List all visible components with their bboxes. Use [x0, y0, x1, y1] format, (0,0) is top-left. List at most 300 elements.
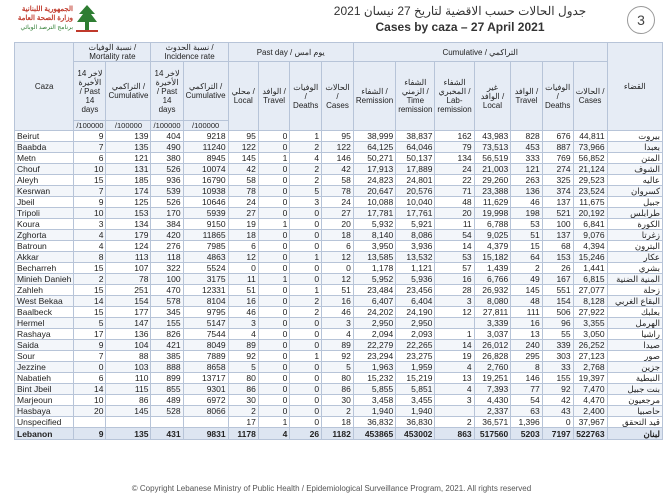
cell-ar: جزين — [607, 362, 662, 373]
cell-pd: 1 — [290, 252, 322, 263]
cell-ar: بيروت — [607, 131, 662, 142]
cell-ic: 13717 — [183, 373, 228, 384]
cell-m14: 10 — [74, 208, 106, 219]
group-mortality: نسبة الوفيات / Mortality rate — [74, 43, 151, 62]
table-row — [15, 208, 663, 219]
cell-pc: 12 — [322, 274, 354, 285]
cell-cd: 100 — [542, 219, 573, 230]
cell-trem: 3,455 — [396, 395, 435, 406]
cell-rem: 15,232 — [353, 373, 395, 384]
logo-line-republic: الجمهورية اللبنانية — [21, 6, 73, 13]
cell-ct: 295 — [511, 351, 542, 362]
cell-i14: 384 — [151, 219, 183, 230]
cell-lrem: 162 — [435, 131, 474, 142]
page-number-badge: 3 — [627, 6, 655, 34]
cell-lrem: 3 — [435, 395, 474, 406]
col-c-cases: الحالات / Cases — [573, 62, 607, 131]
cell-pc: 5 — [322, 362, 354, 373]
cell-rem: 24,202 — [353, 307, 395, 318]
cell-trem: 2,093 — [396, 329, 435, 340]
cell-mc: 86 — [106, 395, 151, 406]
cell-caza: Hasbaya — [15, 406, 74, 417]
cell-i14: 526 — [151, 197, 183, 208]
cell-trem: 24,801 — [396, 175, 435, 186]
cell-ct: 49 — [511, 274, 542, 285]
cell-pt: 1 — [258, 274, 289, 285]
table-row — [15, 406, 663, 417]
cell-lrem: 12 — [435, 307, 474, 318]
cell-m14: 9 — [74, 197, 106, 208]
cell-ic: 7544 — [183, 329, 228, 340]
cell-pd: 0 — [290, 340, 322, 351]
table-row — [15, 329, 663, 340]
cell-i14: 526 — [151, 164, 183, 175]
cell-i14: 490 — [151, 142, 183, 153]
cell-pt: 0 — [258, 175, 289, 186]
cell-cc: 29,523 — [573, 175, 607, 186]
cell-cc: 4,394 — [573, 241, 607, 252]
cell-trem: 5,851 — [396, 384, 435, 395]
cell-ar: بعلبك — [607, 307, 662, 318]
page-title: Cases by caza – 27 April 2021 — [375, 20, 545, 34]
cell-m14: 15 — [74, 263, 106, 274]
cell-trem: 1,959 — [396, 362, 435, 373]
logo-line-program: برنامج الترصد الوبائي — [20, 25, 73, 31]
cell-cl: 1,439 — [474, 263, 511, 274]
cell-cd: 506 — [542, 307, 573, 318]
cell-pd: 0 — [290, 208, 322, 219]
cell-lrem: 4 — [435, 384, 474, 395]
table-row — [15, 197, 663, 208]
table-row — [15, 241, 663, 252]
cell-i14: 888 — [151, 362, 183, 373]
cell-lrem: 16 — [435, 274, 474, 285]
cell-m14: 9 — [74, 428, 106, 440]
cell-pc: 58 — [322, 175, 354, 186]
cell-ic: 10074 — [183, 164, 228, 175]
cell-cc: 6,841 — [573, 219, 607, 230]
cell-cc: 2,768 — [573, 362, 607, 373]
copyright-footer: © Copyright Lebanese Ministry of Public Health / Epidemiological Surveillance Program, 2021. All rights reserved — [131, 484, 532, 493]
cell-cc: 11,675 — [573, 197, 607, 208]
cell-i14: 380 — [151, 153, 183, 164]
cell-caza: Becharreh — [15, 263, 74, 274]
cell-caza: Zghorta — [15, 230, 74, 241]
cell-cl: 15,182 — [474, 252, 511, 263]
cell-ct: 136 — [511, 186, 542, 197]
cell-m14: 8 — [74, 252, 106, 263]
cell-pc: 89 — [322, 340, 354, 351]
cell-i14: 385 — [151, 351, 183, 362]
col-pd-travel: الوافد / Travel — [258, 62, 289, 131]
cell-pc: 6 — [322, 241, 354, 252]
cell-pd: 26 — [290, 428, 322, 440]
cell-cd: 26 — [542, 263, 573, 274]
cell-pd: 0 — [290, 318, 322, 329]
cell-lrem: 28 — [435, 285, 474, 296]
cell-ic: 8658 — [183, 362, 228, 373]
cell-pd: 0 — [290, 219, 322, 230]
table-row — [15, 307, 663, 318]
cell-caza: Tripoli — [15, 208, 74, 219]
cell-pc: 122 — [322, 142, 354, 153]
cell-lrem: 48 — [435, 197, 474, 208]
cell-cc: 2,400 — [573, 406, 607, 417]
cell-i14: 528 — [151, 406, 183, 417]
cell-trem: 1,121 — [396, 263, 435, 274]
cell-ct: 263 — [511, 175, 542, 186]
unit-label: /100000 — [106, 121, 151, 131]
cell-caza: Marjeoun — [15, 395, 74, 406]
cell-rem: 1,178 — [353, 263, 395, 274]
cell-rem: 3,458 — [353, 395, 395, 406]
cell-i14: 431 — [151, 428, 183, 440]
cell-pt: 0 — [258, 384, 289, 395]
cell-pl: 6 — [228, 241, 258, 252]
cell-lrem: 1 — [435, 329, 474, 340]
col-caza: Caza — [15, 43, 74, 131]
cell-m14: 4 — [74, 230, 106, 241]
cell-trem: 2,950 — [396, 318, 435, 329]
cell-ct: 16 — [511, 318, 542, 329]
cell-pd: 4 — [290, 153, 322, 164]
cell-i14: 170 — [151, 208, 183, 219]
cell-mc: 177 — [106, 307, 151, 318]
cell-pd: 0 — [290, 362, 322, 373]
cell-trem: 23,456 — [396, 285, 435, 296]
cell-ar: جبيل — [607, 197, 662, 208]
cell-pt: 0 — [258, 373, 289, 384]
group-cumulative: Cumulative / التراكمي — [353, 43, 607, 62]
cell-ic: 10646 — [183, 197, 228, 208]
cell-caza: Lebanon — [15, 428, 74, 440]
cell-ic: 10938 — [183, 186, 228, 197]
cell-rem: 36,832 — [353, 417, 395, 428]
cell-i14: 421 — [151, 340, 183, 351]
cell-m14: 6 — [74, 153, 106, 164]
cell-cl: 7,393 — [474, 384, 511, 395]
cell-ic: 9150 — [183, 219, 228, 230]
cell-cd: 769 — [542, 153, 573, 164]
cell-m14: 6 — [74, 373, 106, 384]
cell-pl: 46 — [228, 307, 258, 318]
cell-ar: صيدا — [607, 340, 662, 351]
cell-pc: 30 — [322, 395, 354, 406]
cell-pd: 2 — [290, 296, 322, 307]
cell-pt: 0 — [258, 307, 289, 318]
cell-pd: 2 — [290, 307, 322, 318]
cell-caza: Chouf — [15, 164, 74, 175]
cell-ic: 9218 — [183, 131, 228, 142]
cell-pl: 19 — [228, 219, 258, 230]
cell-ar: البترون — [607, 241, 662, 252]
cell-ct: 5203 — [511, 428, 542, 440]
col-pd-cases: الحالات / Cases — [322, 62, 354, 131]
cell-pl: 122 — [228, 142, 258, 153]
cell-rem: 22,279 — [353, 340, 395, 351]
cell-lrem: 13 — [435, 373, 474, 384]
cell-pd: 2 — [290, 164, 322, 175]
cell-caza: Batroun — [15, 241, 74, 252]
cell-cl: 27,811 — [474, 307, 511, 318]
col-lab-remission: الشفاء المخبري / Lab-remission — [435, 62, 474, 131]
col-pd-deaths: الوفيات / Deaths — [290, 62, 322, 131]
col-remission: الشفاء / Remission — [353, 62, 395, 131]
cell-cl: 3,339 — [474, 318, 511, 329]
cell-ic: 8049 — [183, 340, 228, 351]
cell-cl: 8,080 — [474, 296, 511, 307]
cell-cd: 137 — [542, 230, 573, 241]
table-row — [15, 417, 663, 428]
cell-ct: 453 — [511, 142, 542, 153]
table-row — [15, 285, 663, 296]
table-body — [15, 131, 663, 440]
col-c-deaths: الوفيات / Deaths — [542, 62, 573, 131]
cell-caza: Nabatieh — [15, 373, 74, 384]
cell-ct: 63 — [511, 406, 542, 417]
cell-ar: المنية الضنية — [607, 274, 662, 285]
cell-pd: 0 — [290, 230, 322, 241]
cell-cc: 20,192 — [573, 208, 607, 219]
cell-pt: 0 — [258, 296, 289, 307]
cell-cl: 21,003 — [474, 164, 511, 175]
cell-lrem — [435, 318, 474, 329]
cell-m14: 9 — [74, 131, 106, 142]
cell-pc: 16 — [322, 296, 354, 307]
cell-pd: 0 — [290, 274, 322, 285]
cell-rem: 5,932 — [353, 219, 395, 230]
cell-ar: لبنان — [607, 428, 662, 440]
cell-m14: 14 — [74, 384, 106, 395]
cell-trem: 23,275 — [396, 351, 435, 362]
cell-pl: 51 — [228, 285, 258, 296]
cell-ic: 5524 — [183, 263, 228, 274]
cell-lrem: 71 — [435, 186, 474, 197]
cell-ct: 145 — [511, 285, 542, 296]
cases-by-caza-table — [14, 42, 663, 440]
cell-rem: 10,088 — [353, 197, 395, 208]
cell-mc: 251 — [106, 285, 151, 296]
cell-cc: 19,397 — [573, 373, 607, 384]
cell-pl: 2 — [228, 406, 258, 417]
cell-m14 — [74, 417, 106, 428]
cell-cd: 167 — [542, 274, 573, 285]
cell-cc: 73,966 — [573, 142, 607, 153]
cell-pt: 1 — [258, 219, 289, 230]
cell-pt: 0 — [258, 362, 289, 373]
cell-caza: Minieh Danieh — [15, 274, 74, 285]
cell-rem: 5,952 — [353, 274, 395, 285]
cell-i14: 276 — [151, 241, 183, 252]
cell-rem: 2,950 — [353, 318, 395, 329]
cell-pt: 0 — [258, 142, 289, 153]
cell-trem: 36,830 — [396, 417, 435, 428]
cell-cd: 274 — [542, 164, 573, 175]
cell-pl: 0 — [228, 263, 258, 274]
cell-ic: 4863 — [183, 252, 228, 263]
cell-i14: 118 — [151, 252, 183, 263]
cell-m14: 15 — [74, 175, 106, 186]
cell-pc: 18 — [322, 230, 354, 241]
cell-cl: 4,379 — [474, 241, 511, 252]
cell-trem: 64,046 — [396, 142, 435, 153]
cell-cl: 36,571 — [474, 417, 511, 428]
cell-lrem: 79 — [435, 142, 474, 153]
cell-rem: 1,963 — [353, 362, 395, 373]
cell-ct: 64 — [511, 252, 542, 263]
cell-i14: 539 — [151, 186, 183, 197]
cell-rem: 5,855 — [353, 384, 395, 395]
cell-caza: Sour — [15, 351, 74, 362]
cell-cd: 887 — [542, 142, 573, 153]
cell-pd: 0 — [290, 417, 322, 428]
cell-pd: 0 — [290, 373, 322, 384]
cell-ar: الشوف — [607, 164, 662, 175]
cell-pd: 0 — [290, 395, 322, 406]
cell-rem: 20,647 — [353, 186, 395, 197]
cell-ct: 54 — [511, 395, 542, 406]
cell-rem: 13,585 — [353, 252, 395, 263]
cell-pt: 0 — [258, 329, 289, 340]
cell-cd: 0 — [542, 417, 573, 428]
cell-cl: 26,932 — [474, 285, 511, 296]
cell-ar: كسروان — [607, 186, 662, 197]
cell-m14: 3 — [74, 219, 106, 230]
table-row — [15, 142, 663, 153]
unit-label: /100000 — [74, 121, 106, 131]
cell-pc: 86 — [322, 384, 354, 395]
table-row — [15, 263, 663, 274]
cell-ct: 51 — [511, 230, 542, 241]
cell-pd: 0 — [290, 406, 322, 417]
cell-ct: 8 — [511, 362, 542, 373]
cell-mc: 104 — [106, 340, 151, 351]
cell-pc: 78 — [322, 186, 354, 197]
cell-cc: 3,050 — [573, 329, 607, 340]
cell-pl: 30 — [228, 395, 258, 406]
cell-pt: 0 — [258, 406, 289, 417]
cell-mc: 145 — [106, 406, 151, 417]
cell-ar: عكار — [607, 252, 662, 263]
cell-cc: 23,524 — [573, 186, 607, 197]
cell-ar: زغرتا — [607, 230, 662, 241]
cell-ic: 12331 — [183, 285, 228, 296]
group-incidence: نسبة الحدوث / Incidence rate — [151, 43, 228, 62]
cell-cl: 4,430 — [474, 395, 511, 406]
table-row — [15, 373, 663, 384]
cell-pt: 0 — [258, 318, 289, 329]
cell-ar: حاصبيا — [607, 406, 662, 417]
cell-ar: البقاع الغربي — [607, 296, 662, 307]
cell-cd: 154 — [542, 296, 573, 307]
cell-pt: 0 — [258, 131, 289, 142]
cell-pc: 2 — [322, 406, 354, 417]
cell-pd: 2 — [290, 142, 322, 153]
col-incidence-cum: التراكمي / Cumulative — [183, 62, 228, 121]
cell-m14: 9 — [74, 340, 106, 351]
cell-rem: 453865 — [353, 428, 395, 440]
cell-cd: 92 — [542, 384, 573, 395]
cell-pl: 86 — [228, 384, 258, 395]
cell-cl: 9,025 — [474, 230, 511, 241]
table-row — [15, 274, 663, 285]
cell-caza: Unspecified — [15, 417, 74, 428]
cell-ct: 46 — [511, 197, 542, 208]
cell-ic: 7985 — [183, 241, 228, 252]
cell-pc: 46 — [322, 307, 354, 318]
cell-pl: 3 — [228, 318, 258, 329]
cell-ct: 1,396 — [511, 417, 542, 428]
table-row — [15, 351, 663, 362]
cell-ar: راشيا — [607, 329, 662, 340]
cell-lrem: 3 — [435, 296, 474, 307]
cell-i14: 155 — [151, 318, 183, 329]
cell-ic: 5147 — [183, 318, 228, 329]
cell-mc: 124 — [106, 241, 151, 252]
cell-cc: 1,441 — [573, 263, 607, 274]
cell-cd: 374 — [542, 186, 573, 197]
cell-i14: 345 — [151, 307, 183, 318]
page-title-arabic: جدول الحالات حسب الاقضية لتاريخ 27 نيسان 2021 — [333, 4, 587, 18]
cell-trem: 8,086 — [396, 230, 435, 241]
cell-ic: 7889 — [183, 351, 228, 362]
cell-pc: 4 — [322, 329, 354, 340]
col-caza-ar: القضاء — [607, 43, 662, 131]
table-row — [15, 186, 663, 197]
cell-caza: Hermel — [15, 318, 74, 329]
cell-pl: 89 — [228, 340, 258, 351]
cell-lrem: 20 — [435, 208, 474, 219]
cell-ct: 48 — [511, 296, 542, 307]
unit-label: /100000 — [151, 121, 183, 131]
cell-pc: 12 — [322, 252, 354, 263]
col-pd-local: محلي / Local — [228, 62, 258, 131]
cell-ic: 3175 — [183, 274, 228, 285]
cell-pt: 0 — [258, 340, 289, 351]
cell-i14 — [151, 417, 183, 428]
table-row — [15, 362, 663, 373]
cell-rem: 23,484 — [353, 285, 395, 296]
cell-cc: 522763 — [573, 428, 607, 440]
cell-m14: 14 — [74, 296, 106, 307]
cell-cd: 137 — [542, 197, 573, 208]
cell-trem: 13,532 — [396, 252, 435, 263]
cell-cd: 153 — [542, 252, 573, 263]
cell-ar: الهرمل — [607, 318, 662, 329]
cell-pc: 146 — [322, 153, 354, 164]
cell-ct: 828 — [511, 131, 542, 142]
cell-pl: 145 — [228, 153, 258, 164]
cell-ic: 8104 — [183, 296, 228, 307]
cell-pl: 80 — [228, 373, 258, 384]
cell-trem: 10,040 — [396, 197, 435, 208]
cell-cl: 11,629 — [474, 197, 511, 208]
cell-cc: 44,811 — [573, 131, 607, 142]
cell-caza: Metn — [15, 153, 74, 164]
cell-pl: 95 — [228, 131, 258, 142]
cell-pt: 0 — [258, 285, 289, 296]
cell-ar: قيد التحقق — [607, 417, 662, 428]
cell-rem: 2,094 — [353, 329, 395, 340]
cell-trem: 20,576 — [396, 186, 435, 197]
cell-ic: 6972 — [183, 395, 228, 406]
cell-ar: النبطية — [607, 373, 662, 384]
cell-pd: 1 — [290, 131, 322, 142]
cell-caza: Rashaya — [15, 329, 74, 340]
cell-ic: 8945 — [183, 153, 228, 164]
cell-caza: Zahleh — [15, 285, 74, 296]
col-time-remission: الشفاء الزمني / Time remission — [396, 62, 435, 131]
